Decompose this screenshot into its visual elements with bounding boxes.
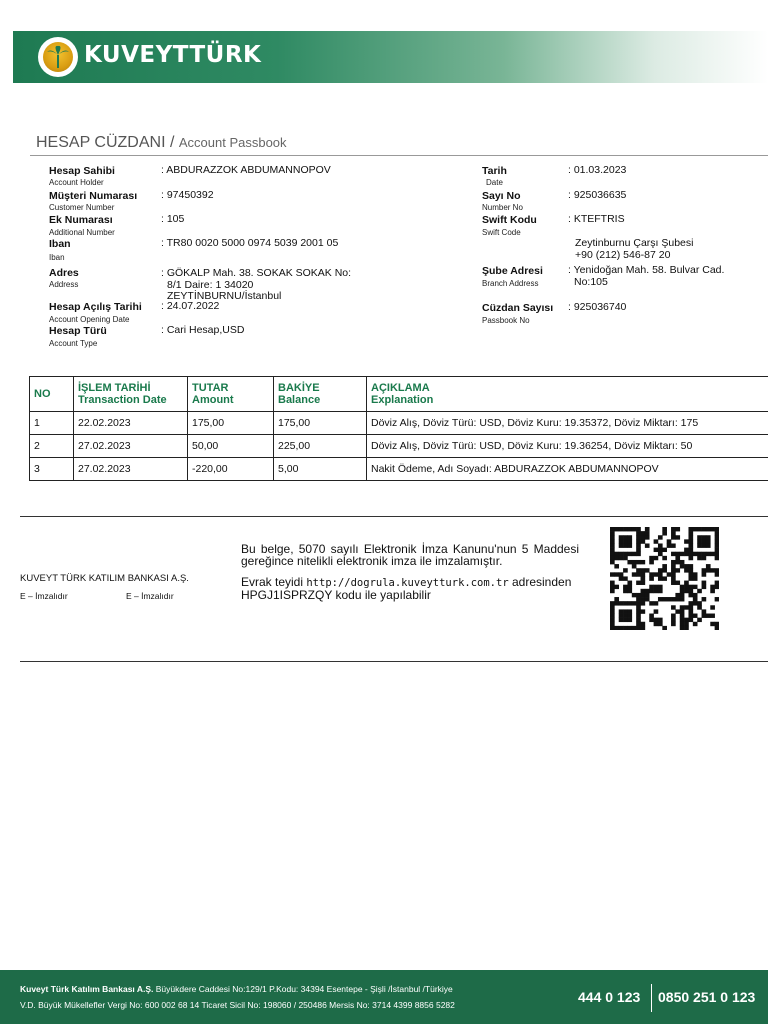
cell-no: 3 [30,458,74,481]
account-holder-label: Hesap Sahibi [49,165,115,177]
customer-number-label: Müşteri Numarası [49,190,138,202]
customer-number-value: : 97450392 [161,189,214,201]
branch-name: Zeytinburnu Çarşı Şubesi [575,237,694,249]
customer-number-sublabel: Customer Number [49,203,115,212]
signature-2: E – İmzalıdır [126,591,174,601]
cell-balance: 225,00 [274,435,367,458]
title-main: HESAP CÜZDANI / [36,134,175,151]
col-amount: TUTAR Amount [188,377,274,412]
cell-amount: 175,00 [188,412,274,435]
account-holder-value: : ABDURAZZOK ABDUMANNOPOV [161,164,331,176]
swift-code-label: Swift Kodu [482,214,537,226]
number-no-label: Sayı No [482,190,521,202]
additional-number-sublabel: Additional Number [49,228,115,237]
date-label: Tarih [482,165,507,177]
footer [0,970,768,1024]
col-explanation: AÇIKLAMA Explanation [367,377,768,412]
footer-registry: V.D. Büyük Mükellefler Vergi No: 600 002 68 14 Ticaret Sicil No: 198060 / 250486 Mersis No: 3714 4399 8856 5282 [20,1000,455,1010]
phone-primary: 444 0 123 [578,989,641,1005]
phone-secondary: 0850 251 0 123 [658,989,756,1005]
number-no-sublabel: Number No [482,203,523,212]
col-transaction-date: İŞLEM TARİHİ Transaction Date [74,377,188,412]
esign-statement: Bu belge, 5070 sayılı Elektronik İmza Kanunu'nun 5 Maddesi gereğince nitelikli elektronik imza ile imzalamıştır. [241,542,579,568]
page-title [36,134,287,152]
cell-date: 22.02.2023 [74,412,188,435]
palm-tree-icon [43,42,73,72]
signature-1: E – İmzalıdır [20,591,68,601]
cell-amount: -220,00 [188,458,274,481]
branch-address-value [568,265,724,288]
branch-address-line-1: : Yenidoğan Mah. 58. Bulvar Cad. [568,264,725,276]
cell-no: 2 [30,435,74,458]
qr-code-icon [610,527,719,630]
address-label: Adres [49,267,79,279]
verification-link[interactable]: http://dogrula.kuveytturk.com.tr [306,577,509,589]
account-type-value: : Cari Hesap,USD [161,324,245,336]
number-no-value: : 925036635 [568,189,627,201]
opening-date-label: Hesap Açılış Tarihi [49,301,142,313]
table-header-row [30,377,768,412]
date-value: : 01.03.2023 [568,164,627,176]
address-line-1: : GÖKALP Mah. 38. SOKAK SOKAK No: [161,267,352,279]
iban-label: Iban [49,238,71,250]
table-row [30,412,768,435]
branch-address-line-2: No:105 [574,275,608,288]
esign-verify: Evrak teyidi http://dogrula.kuveytturk.com.tr adresinden HPGJ1ISPRZQY kodu ile yapılabilir [241,575,572,602]
brand-name: KUVEYTTÜRK [84,42,262,68]
title-divider [30,155,768,156]
account-holder-sublabel: Account Holder [49,178,104,187]
additional-number-label: Ek Numarası [49,214,113,226]
transactions-table [29,376,768,481]
cell-explanation: Döviz Alış, Döviz Türü: USD, Döviz Kuru: 19.36254, Döviz Miktarı: 50 [367,435,768,458]
signature-bank-name: KUVEYT TÜRK KATILIM BANKASI A.Ş. [20,573,189,584]
address-value [161,268,351,303]
esignature-notice [241,543,579,601]
iban-sublabel: Iban [49,253,65,262]
col-balance: BAKİYE Balance [274,377,367,412]
branch-address-label: Şube Adresi [482,265,543,277]
cell-balance: 175,00 [274,412,367,435]
footer-address: Kuveyt Türk Katılım Bankası A.Ş. Büyükdere Caddesi No:129/1 P.Kodu: 34394 Esentepe - Şişli /İstanbul /Türkiye [20,984,453,994]
branch-info [575,238,693,261]
address-line-3: ZEYTİNBURNU/İstanbul [167,290,282,302]
branch-address-sublabel: Branch Address [482,279,539,288]
table-row [30,458,768,481]
passbook-no-sublabel: Passbook No [482,316,530,325]
verification-code: HPGJ1ISPRZQY [241,588,333,602]
cell-amount: 50,00 [188,435,274,458]
branch-phone: +90 (212) 546-87 20 [575,248,671,261]
iban-value: : TR80 0020 5000 0974 5039 2001 05 [161,237,339,249]
section-divider-bottom [20,661,768,662]
cell-explanation: Döviz Alış, Döviz Türü: USD, Döviz Kuru: 19.35372, Döviz Miktarı: 175 [367,412,768,435]
cell-balance: 5,00 [274,458,367,481]
address-line-2: 8/1 Daire: 1 34020 [167,278,254,291]
account-type-label: Hesap Türü [49,325,107,337]
cell-date: 27.02.2023 [74,435,188,458]
passbook-no-label: Cüzdan Sayısı [482,302,554,314]
swift-code-value: : KTEFTRIS [568,213,625,225]
address-sublabel: Address [49,280,79,289]
opening-date-value: : 24.07.2022 [161,300,220,312]
passbook-no-value: : 925036740 [568,301,627,313]
table-row [30,435,768,458]
account-type-sublabel: Account Type [49,339,98,348]
section-divider-top [20,516,768,517]
title-sub: Account Passbook [178,135,287,150]
cell-date: 27.02.2023 [74,458,188,481]
additional-number-value: : 105 [161,213,185,225]
date-sublabel: Date [486,178,503,187]
opening-date-sublabel: Account Opening Date [49,315,130,324]
cell-explanation: Nakit Ödeme, Adı Soyadı: ABDURAZZOK ABDUMANNOPOV [367,458,768,481]
phone-divider [651,984,652,1012]
col-no: NO [30,377,74,412]
swift-code-sublabel: Swift Code [482,228,521,237]
cell-no: 1 [30,412,74,435]
